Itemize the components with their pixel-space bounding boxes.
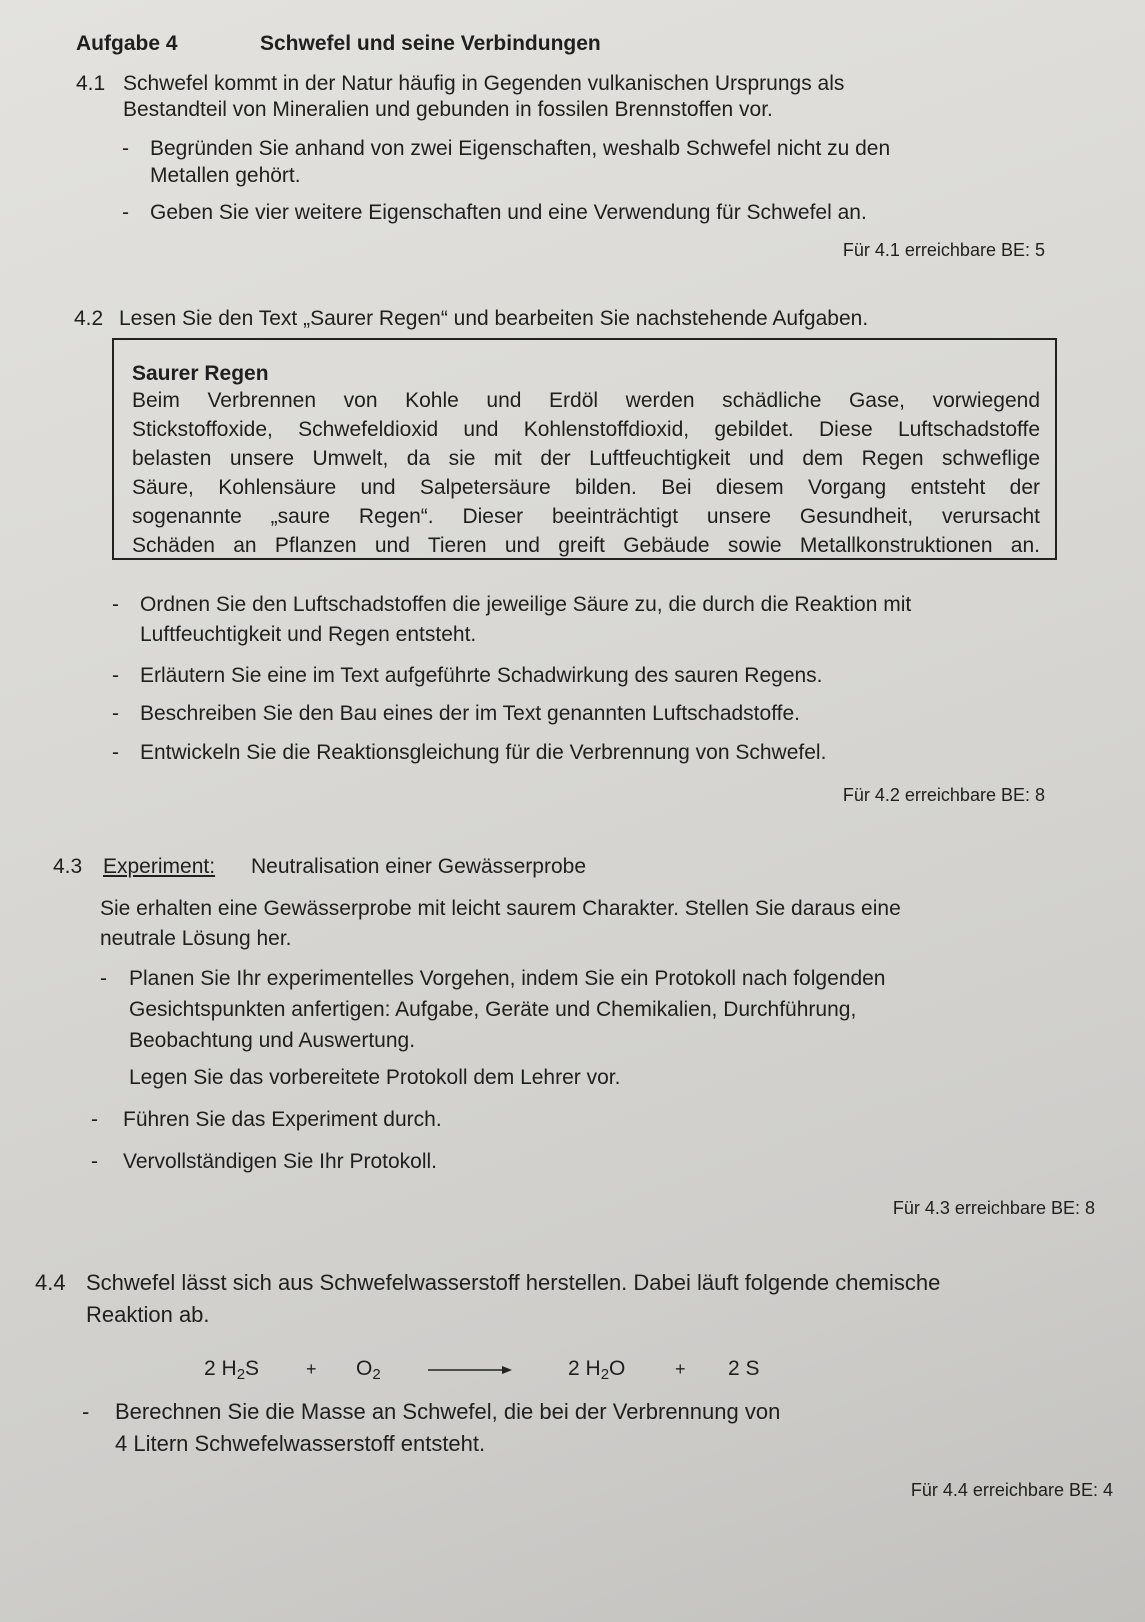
section-4-2-bullet1-line1: Ordnen Sie den Luftschadstoffen die jeweilige Säure zu, die durch die Reaktion mit [140, 593, 912, 616]
textbox-line6: Schäden an Pflanzen und Tieren und greift Gebäude sowie Metallkonstruktionen an. [132, 534, 1040, 557]
section-4-3-number: 4.3 [53, 855, 83, 878]
section-4-2-number: 4.2 [74, 307, 104, 330]
section-4-2-intro: Lesen Sie den Text „Saurer Regen“ und bearbeiten Sie nachstehende Aufgaben. [119, 307, 869, 330]
textbox-line2: Stickstoffoxide, Schwefeldioxid und Kohlenstoffdioxid, gebildet. Diese Luftschadstoffe [132, 418, 1040, 441]
section-4-3-heading-text: Neutralisation einer Gewässerprobe [251, 855, 587, 878]
section-4-2-bullet1-line2: Luftfeuchtigkeit und Regen entsteht. [140, 623, 477, 646]
product-water [568, 1353, 625, 1385]
h2s-coef: 2 H [204, 1357, 237, 1380]
section-4-1-intro-line2: Bestandteil von Mineralien und gebunden in fossilen Brennstoffen vor. [123, 98, 773, 121]
bullet-dash: - [122, 201, 129, 224]
h2s-sub: 2 [236, 1366, 246, 1383]
textbox-line4: Säure, Kohlensäure und Salpetersäure bilden. Bei diesem Vorgang entsteht der [132, 476, 1040, 499]
section-4-3-bullet2: Führen Sie das Experiment durch. [123, 1108, 442, 1131]
h2o-rest: O [609, 1357, 626, 1380]
section-4-3-credit: Für 4.3 erreichbare BE: 8 [892, 1198, 1095, 1218]
section-4-2-bullet2: Erläutern Sie eine im Text aufgeführte Schadwirkung des sauren Regens. [140, 664, 823, 687]
textbox-line1: Beim Verbrennen von Kohle und Erdöl werden schädliche Gase, vorwiegend [132, 389, 1040, 412]
section-4-3-bullet1-line1: Planen Sie Ihr experimentelles Vorgehen, indem Sie ein Protokoll nach folgenden [129, 967, 886, 990]
section-4-4-bullet1-line1: Berechnen Sie die Masse an Schwefel, die bei der Verbrennung von [115, 1399, 781, 1424]
section-4-3-bullet3: Vervollständigen Sie Ihr Protokoll. [123, 1150, 438, 1173]
section-4-4-intro-line1: Schwefel lässt sich aus Schwefelwasserstoff herstellen. Dabei läuft folgende chemische [86, 1270, 941, 1295]
section-4-3-intro-line2: neutrale Lösung her. [100, 927, 292, 950]
bullet-dash: - [112, 702, 119, 725]
h2o-coef: 2 H [568, 1357, 601, 1380]
textbox-title: Saurer Regen [132, 362, 269, 385]
task-title: Schwefel und seine Verbindungen [260, 32, 601, 55]
o2-symbol: O [356, 1357, 373, 1380]
saurer-regen-textbox [112, 338, 1057, 560]
section-4-1-intro-line1: Schwefel kommt in der Natur häufig in Gegenden vulkanischen Ursprungs als [123, 72, 845, 95]
bullet-dash: - [112, 664, 119, 687]
section-4-2-bullet3: Beschreiben Sie den Bau eines der im Text genannten Luftschadstoffe. [140, 702, 801, 725]
section-4-3-bullet1-line3: Beobachtung und Auswertung. [129, 1029, 416, 1052]
product-sulfur: 2 S [728, 1357, 760, 1380]
plus-sign-2: + [675, 1359, 686, 1379]
plus-sign-1: + [306, 1359, 317, 1379]
bullet-dash: - [91, 1150, 98, 1173]
reactant-oxygen [356, 1353, 381, 1385]
section-4-1-bullet1-line1: Begründen Sie anhand von zwei Eigenschaften, weshalb Schwefel nicht zu den [150, 137, 891, 160]
h2o-sub: 2 [600, 1366, 610, 1383]
bullet-dash: - [112, 593, 119, 616]
bullet-dash: - [100, 967, 107, 990]
section-4-2-credit: Für 4.2 erreichbare BE: 8 [842, 785, 1045, 805]
section-4-2-bullet4: Entwickeln Sie die Reaktionsgleichung für die Verbrennung von Schwefel. [140, 741, 827, 764]
section-4-1-bullet1-line2: Metallen gehört. [150, 164, 301, 187]
bullet-dash: - [82, 1399, 90, 1424]
section-4-3-heading-label: Experiment: [103, 855, 216, 878]
reaction-arrow-icon [428, 1364, 512, 1376]
h2s-rest: S [245, 1357, 260, 1380]
section-4-4-bullet1-line2: 4 Litern Schwefelwasserstoff entsteht. [115, 1431, 486, 1456]
task-label: Aufgabe 4 [76, 32, 178, 55]
bullet-dash: - [91, 1108, 98, 1131]
bullet-dash: - [112, 741, 119, 764]
textbox-line5: sogenannte „saure Regen“. Dieser beeinträchtigt unsere Gesundheit, verursacht [132, 505, 1040, 528]
section-4-4-number: 4.4 [35, 1270, 66, 1295]
section-4-4-intro-line2: Reaktion ab. [86, 1302, 210, 1327]
reactant-hydrogen-sulfide [204, 1353, 259, 1385]
section-4-1-credit: Für 4.1 erreichbare BE: 5 [842, 240, 1045, 260]
textbox-body [132, 386, 1040, 560]
section-4-3-bullet1-line2: Gesichtspunkten anfertigen: Aufgabe, Geräte und Chemikalien, Durchführung, [129, 998, 857, 1021]
section-4-3-bullet1-line4: Legen Sie das vorbereitete Protokoll dem Lehrer vor. [129, 1066, 621, 1089]
section-4-3-intro-line1: Sie erhalten eine Gewässerprobe mit leicht saurem Charakter. Stellen Sie daraus eine [100, 897, 901, 920]
section-4-1-number: 4.1 [76, 72, 106, 95]
section-4-1-bullet2-line1: Geben Sie vier weitere Eigenschaften und eine Verwendung für Schwefel an. [150, 201, 867, 224]
o2-sub: 2 [372, 1366, 381, 1383]
textbox-line3: belasten unsere Umwelt, da sie mit der Luftfeuchtigkeit und dem Regen schweflige [132, 447, 1040, 470]
section-4-4-credit: Für 4.4 erreichbare BE: 4 [910, 1480, 1113, 1500]
bullet-dash: - [122, 137, 129, 160]
